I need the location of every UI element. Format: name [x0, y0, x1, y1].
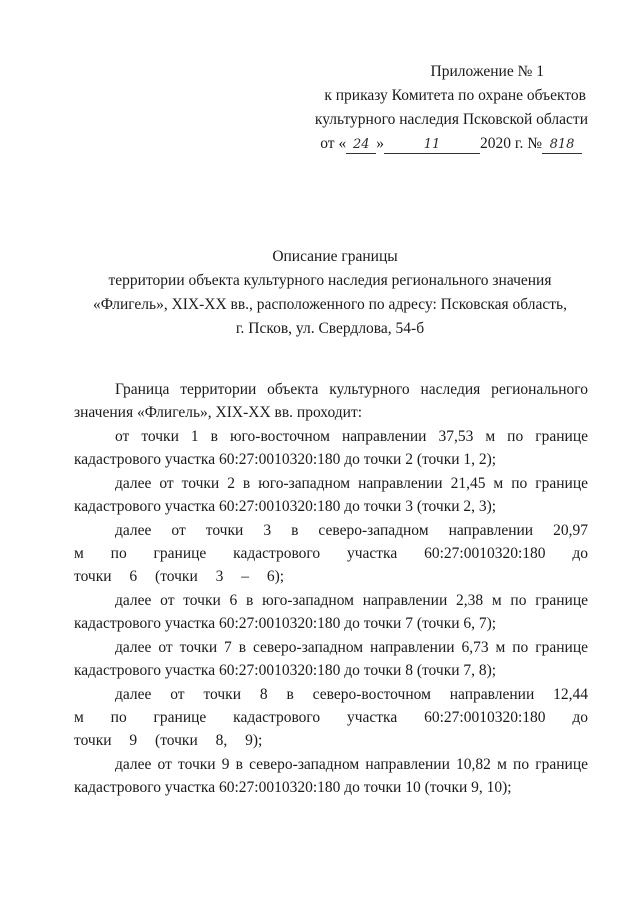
paragraph: от точки 1 в юго-восточном направлении 37,53 м по границе кадастрового участка 60:27:0010320:180 до точки 2 (точки 1, 2);	[74, 428, 588, 468]
paragraph: далее от точки 2 в юго-западном направлении 21,45 м по границе кадастрового участка 60:27:0010320:180 до точки 3 (точки 2, 3);	[74, 475, 588, 515]
paragraph: далее от точки 3 в северо-западном направлении 20,97 м по границе кадастрового участка 60:27:0010320:180 до точки 6 (точки 3 – 6);	[74, 522, 588, 585]
date-mid: »	[376, 135, 384, 152]
date-year: 2020 г. №	[479, 135, 542, 152]
appendix-date-line	[288, 132, 588, 156]
document-title	[60, 245, 600, 341]
date-day-handwritten: 24	[346, 137, 376, 154]
date-prefix: от «	[320, 135, 347, 152]
order-number-handwritten: 818	[542, 137, 582, 154]
paragraph: далее от точки 6 в юго-западном направлении 2,38 м по границе кадастрового участка 60:27:0010320:180 до точки 7 (точки 6, 7);	[74, 592, 588, 632]
paragraph: Граница территории объекта культурного наследия регионального значения «Флигель», XIX-XX вв. проходит:	[74, 381, 588, 421]
paragraph: далее от точки 7 в северо-западном направлении 6,73 м по границе кадастрового участка 60:27:0010320:180 до точки 8 (точки 7, 8);	[74, 639, 588, 679]
title-line-1: Описание границы	[272, 248, 398, 265]
date-month-handwritten: 11	[384, 137, 480, 154]
appendix-order-ref: к приказу Комитета по охране объектов	[324, 87, 586, 104]
appendix-committee: культурного наследия Псковской области	[314, 111, 588, 128]
paragraph: далее от точки 8 в северо-восточном направлении 12,44 м по границе кадастрового участка 60:27:0010320:180 до точки 9 (точки 8, 9);	[74, 686, 588, 749]
title-line-2: территории объекта культурного наследия регионального значения	[108, 272, 552, 289]
appendix-header	[288, 60, 588, 156]
paragraph: далее от точки 9 в северо-западном направлении 10,82 м по границе кадастрового участка 60:27:0010320:180 до точки 10 (точки 9, 10);	[74, 756, 588, 796]
title-line-3: «Флигель», XIX-XX вв., расположенного по адресу: Псковская область,	[92, 296, 567, 313]
appendix-number: Приложение № 1	[430, 63, 544, 80]
document-body	[74, 378, 588, 800]
title-line-4: г. Псков, ул. Свердлова, 54-б	[235, 320, 425, 337]
